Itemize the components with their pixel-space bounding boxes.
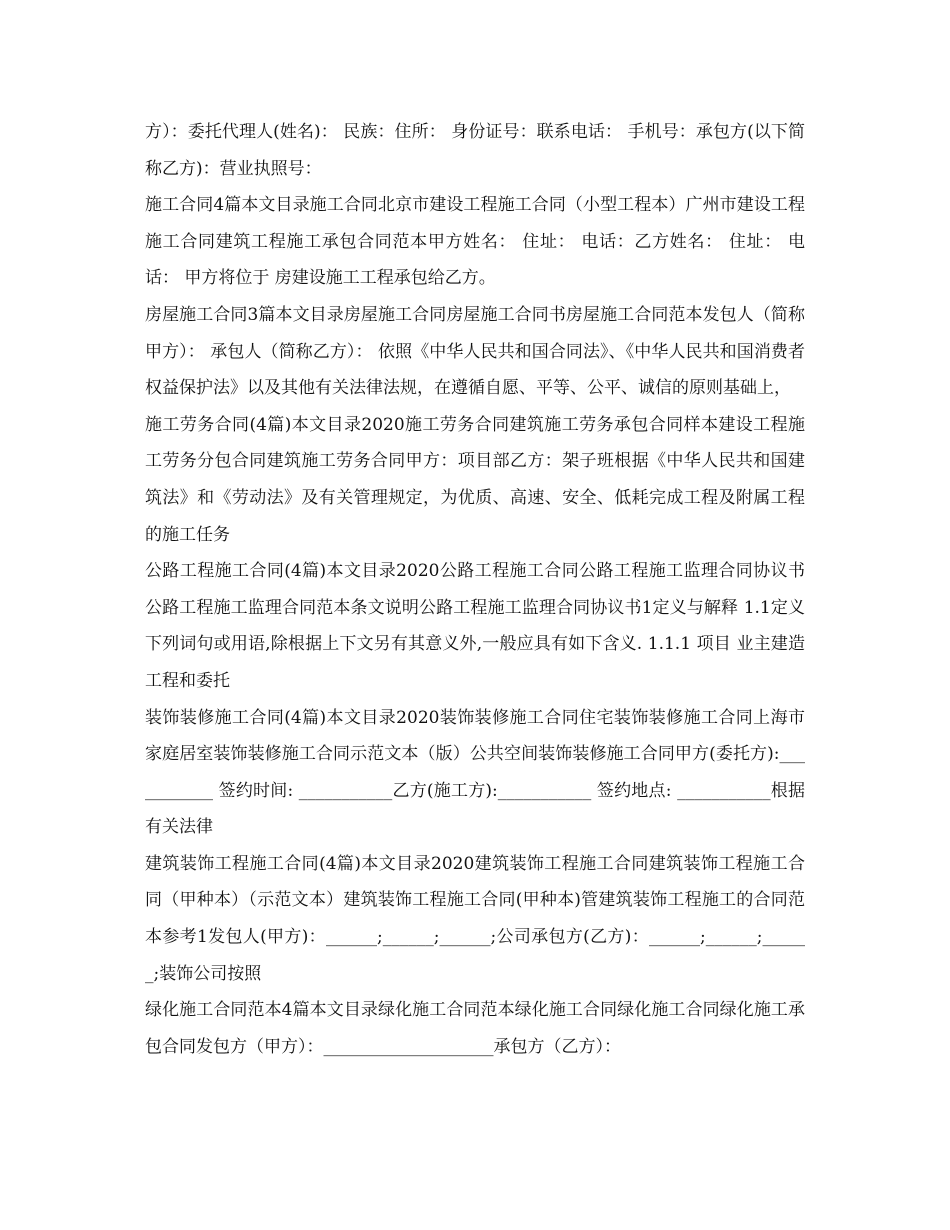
paragraph-6: 装饰装修施工合同(4篇)本文目录2020装饰装修施工合同住宅装饰装修施工合同上海市家庭居室装饰装修施工合同示范文本（版）公共空间装饰装修施工合同甲方(委托方):___________ 签约时间: ___________乙方(施工方):___________ 签约地点: ___________根据有关法律 (145, 707, 805, 838)
paragraph-4: 施工劳务合同(4篇)本文目录2020施工劳务合同建筑施工劳务承包合同样本建设工程施工劳务分包合同建筑施工劳务合同甲方：项目部乙方：架子班根据《中华人民共和国建筑法》和《劳动法》及有关管理规定，为优质、高速、安全、低耗完成工程及附属工程的施工任务 (145, 414, 805, 545)
paragraph-1: 方）：委托代理人(姓名)： 民族：住所： 身份证号：联系电话： 手机号：承包方(以下简称乙方)：营业执照号： (145, 122, 805, 179)
paragraph-8: 绿化施工合同范本4篇本文目录绿化施工合同范本绿化施工合同绿化施工合同绿化施工承包合同发包方（甲方）：____________________承包方（乙方）： (145, 1000, 805, 1057)
paragraph-7: 建筑装饰工程施工合同(4篇)本文目录2020建筑装饰工程施工合同建筑装饰工程施工合同（甲种本）（示范文本）建筑装饰工程施工合同(甲种本)管建筑装饰工程施工的合同范本参考1发包人(甲方)：______;______;______;公司承包方(乙方)：______;______;______;装饰公司按照 (145, 853, 805, 984)
paragraph-3: 房屋施工合同3篇本文目录房屋施工合同房屋施工合同书房屋施工合同范本发包人（简称甲方）： 承包人（简称乙方）： 依照《中华人民共和国合同法》、《中华人民共和国消费者权益保护法》以及其他有关法律法规，在遵循自愿、平等、公平、诚信的原则基础上， (145, 304, 805, 399)
paragraph-2: 施工合同4篇本文目录施工合同北京市建设工程施工合同（小型工程本）广州市建设工程施工合同建筑工程施工承包合同范本甲方姓名： 住址： 电话：乙方姓名： 住址： 电话： 甲方将位于 房建设施工工程承包给乙方。 (145, 195, 805, 289)
document-body (145, 114, 805, 1065)
paragraph-5: 公路工程施工合同(4篇)本文目录2020公路工程施工合同公路工程施工监理合同协议书公路工程施工监理合同范本条文说明公路工程施工监理合同协议书1定义与解释 1.1定义 下列词句或用语,除根据上下文另有其意义外,一般应具有如下含义. 1.1.1 项目 业主建造工程和委托 (145, 561, 805, 691)
